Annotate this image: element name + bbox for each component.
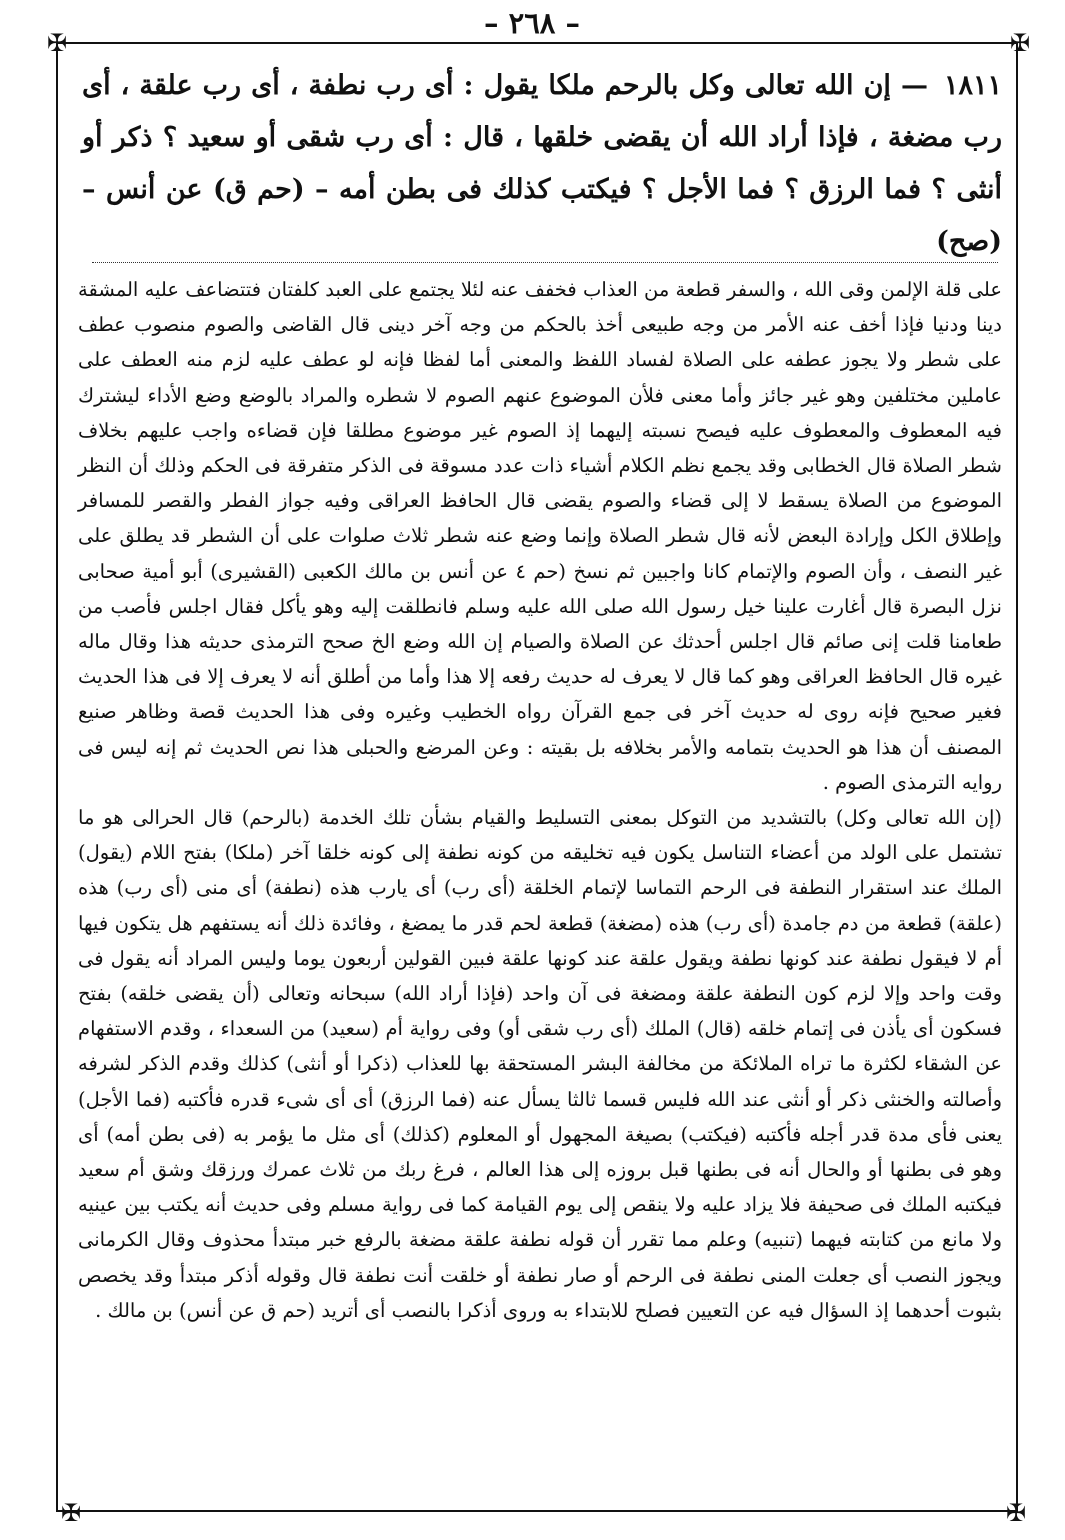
corner-ornament-icon: ✠	[60, 1499, 82, 1527]
dotted-divider	[92, 262, 998, 263]
hadith-text	[82, 60, 1002, 268]
page-number: – ٢٦٨ –	[484, 6, 580, 40]
hadith-number: ١٨١١	[944, 70, 1003, 101]
hadith-dash: —	[900, 70, 928, 101]
hadith-body: إن الله تعالى وكل بالرحم ملكا يقول : أى رب نطفة ، أى رب علقة ، أى رب مضغة ، فإذا أراد الله أن يقضى خلقها ، قال : أى رب شقى أو سعيد ؟ ذكر أو أنثى ؟ فما الرزق ؟ فما الأجل ؟ فيكتب كذلك فى بطن أمه – (حم ق) عن أنس – (صح)	[82, 70, 1002, 257]
corner-ornament-icon: ✠	[1009, 29, 1031, 57]
commentary	[78, 272, 1002, 1328]
corner-ornament-icon: ✠	[46, 29, 68, 57]
commentary-paragraph-1: على قلة الإلمن وقى الله ، والسفر قطعة من العذاب فخفف عنه لئلا يجتمع على العبد كلفتان فتتضاعف عليه المشقة دينا ودنيا فإذا أخف عنه الأمر من وجه طبيعى أخذ بالحكم من وجه آخر دينى قال القاضى والصوم منصوب عطف على شطر ولا يجوز عطفه على الصلاة لفساد اللفظ والمعنى أما لفظا فإنه لو عطف عليه لزم منه العطف على عاملين مختلفين وهو غير جائز وأما معنى فلأن الموضوع عنهم الصوم لا شطره والمراد بالوضع وضع الأداء ليشترك فيه المعطوف والمعطوف عليه فيصح نسبته إليهما إذ الصوم غير موضوع مطلقا فإن قضاءه واجب عليهم بخلاف شطر الصلاة قال الخطابى وقد يجمع نظم الكلام أشياء ذات عدد مسوقة فى الذكر متفرقة فى الحكم وذلك أن النظر الموضوع من الصلاة يسقط لا إلى قضاء والصوم يقضى قال الحافظ العراقى وفيه جواز الفطر والقصر للمسافر وإطلاق الكل وإرادة البعض لأنه قال شطر الصلاة وإنما وضع عنه شطر ثلاث صلوات على أن الشطر قد يطلق على غير النصف ، وأن الصوم والإتمام كانا واجبين ثم نسخ (حم ٤ عن أنس بن مالك الكعبى (القشيرى) أبو أمية صحابى نزل البصرة قال أغارت علينا خيل رسول الله صلى الله عليه وسلم فانطلقت إليه وهو يأكل فقال اجلس فأصب من طعامنا قلت إنى صائم قال اجلس أحدثك عن الصلاة والصيام إن الله وضع الخ صحح الترمذى حديثه هذا وقال ماله غيره قال الحافظ العراقى وهو كما قال لا يعرف له حديث رفعه إلا هذا وأما من أطلق أنه لا يعرف إلا فى هذا الحديث فغير صحيح فإنه روى له حديث آخر فى جمع القرآن رواه الخطيب وغيره وفى هذا الحديث قصة وظاهر صنيع المصنف أن هذا هو الحديث بتمامه والأمر بخلافه بل بقيته : وعن المرضع والحبلى هذا نص الحديث ثم إنه ليس فى روايه الترمذى الصوم .	[78, 278, 1002, 794]
corner-ornament-icon: ✠	[1005, 1499, 1027, 1527]
commentary-paragraph-2: (إن الله تعالى وكل) بالتشديد من التوكل بمعنى التسليط والقيام بشأن تلك الخدمة (بالرحم) قال الحرالى هو ما تشتمل على الولد من أعضاء التناسل يكون فيه تخليقه من كونه نطفة إلى كونه خلقا آخر (ملكا) بفتح اللام (يقول) الملك عند استقرار النطفة فى الرحم التماسا لإتمام الخلقة (أى رب) أى يارب هذه (نطفة) أى منى (أى رب) هذه (علقة) قطعة من دم جامدة (أى رب) هذه (مضغة) قطعة لحم قدر ما يمضغ ، وفائدة ذلك أنه يستفهم هل يتكون فيها أم لا فيقول نطفة عند كونها نطفة ويقول علقة عند كونها علقة فبين القولين أربعون يوما وليس المراد أنه يقول فى وقت واحد وإلا لزم كون النطفة علقة ومضغة فى آن واحد (فإذا أراد الله) سبحانه وتعالى (أن يقضى خلقه) بفتح فسكون أى يأذن فى إتمام خلقه (قال) الملك (أى رب شقى أو) وفى رواية أم (سعيد) من السعداء ، وقدم الاستفهام عن الشقاء لكثرة ما تراه الملائكة من مخالفة البشر المستحقة بها للعذاب (ذكرا أو أنثى) كذلك وقدم الذكر لشرفه وأصالته والخنثى ذكر أو أنثى عند الله فليس قسما ثالثا يسأل عنه (فما الرزق) أى أى شىء قدره فأكتبه (فما الأجل) يعنى فأى مدة قدر أجله فأكتبه (فيكتب) بصيغة المجهول أو المعلوم (كذلك) أى مثل ما يؤمر به (فى بطن أمه) أى وهو فى بطنها أو والحال أنه فى بطنها قبل بروزه إلى هذا العالم ، فرغ ربك من ثلاث عمرك ورزقك وشق أم سعيد فيكتبه الملك فى صحيفة فلا يزاد عليه ولا ينقص إلى يوم القيامة كما فى رواية مسلم وفى حديث أنه يكتب بين عينيه ولا مانع من كتابته فيهما (تنبيه) وعلم مما تقرر أن قوله نطفة علقة مضغة بالرفع خبر مبتدأ محذوف وقال الكرمانى ويجوز النصب أى جعلت المنى نطفة فى الرحم أو صار نطفة أو خلقت أنت نطفة قال وقوله أذكر مبتدأ وقد يخصص بثبوت أحدهما إذ السؤال فيه عن التعيين فصلح للابتداء به وروى أذكرا بالنصب أى أتريد (حم ق عن أنس) بن مالك .	[78, 806, 1002, 1322]
